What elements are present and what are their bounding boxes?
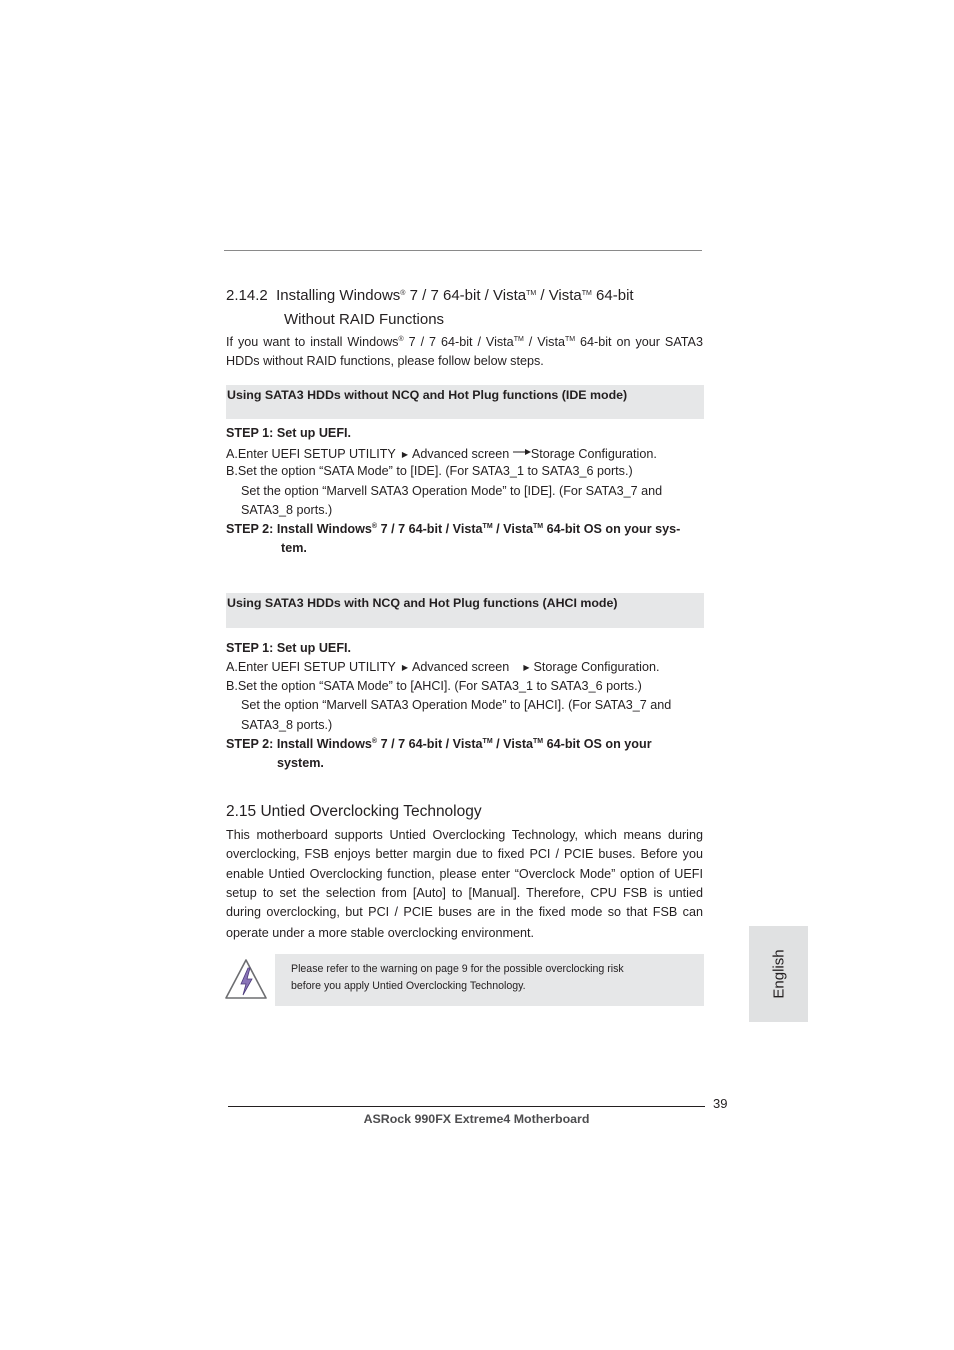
ide-step1-label: STEP 1: Set up UEFI. <box>226 426 352 440</box>
paragraph-line: enable Untied Overclocking function, please enter “Overclock Mode” option of UEFI <box>226 867 703 881</box>
heading-text: Installing Windows <box>276 287 401 304</box>
intro-text: If you want to install Windows <box>226 335 399 349</box>
step-a-text: Advanced screen <box>411 447 510 461</box>
registered-mark: ® <box>371 523 378 530</box>
ahci-step-a <box>226 660 660 674</box>
heading-text: 7 / 7 64-bit / Vista <box>405 287 527 304</box>
ahci-step1-label: STEP 1: Set up UEFI. <box>226 641 352 655</box>
step-a-text: A.Enter UEFI SETUP UTILITY <box>226 447 396 461</box>
paragraph-line: setup to set the selection from [Auto] to [Manual]. Therefore, CPU FSB is untied <box>226 886 703 900</box>
paragraph-line: overclocking, FSB enjoys better margin due to fixed PCI / PCIE buses. Before you <box>226 847 703 861</box>
ahci-mode-header: Using SATA3 HDDs with NCQ and Hot Plug functions (AHCI mode) <box>226 593 704 628</box>
footer-rule <box>228 1106 705 1107</box>
section-heading-line2: Without RAID Functions <box>284 311 445 328</box>
page-number: 39 <box>713 1096 728 1111</box>
footer-text: ASRock 990FX Extreme4 Motherboard <box>363 1112 590 1126</box>
language-tab-label: English <box>770 949 787 999</box>
section-heading-2-15: 2.15 Untied Overclocking Technology <box>226 803 482 820</box>
note-line-1: Please refer to the warning on page 9 for the possible overclocking risk <box>291 963 624 975</box>
trademark-mark: TM <box>526 290 537 297</box>
section-number: 2.14.2 <box>226 287 268 304</box>
step-a-text: Storage Configuration. <box>530 447 657 461</box>
paragraph-line: operate under a more stable overclocking environment. <box>226 926 535 940</box>
ide-step2-line2: tem. <box>281 541 307 555</box>
registered-mark: ® <box>400 290 406 297</box>
top-rule <box>224 250 702 251</box>
intro-text: / Vista <box>523 335 565 349</box>
step2-text: 64-bit OS on your sys- <box>543 522 681 536</box>
step2-text: / Vista <box>492 737 534 751</box>
ahci-step2-line2: system. <box>277 756 324 770</box>
ide-step2-line1 <box>226 522 680 536</box>
trademark-mark: TM <box>513 336 524 343</box>
paragraph-line: during overclocking, but PCI / PCIE buses are in the fixed mode so that FSB can <box>226 905 703 919</box>
ide-step-a <box>226 445 657 461</box>
step-a-text: Advanced screen <box>411 660 510 674</box>
long-arrow-right-icon <box>513 445 531 459</box>
trademark-mark: TM <box>482 523 493 530</box>
trademark-mark: TM <box>533 523 544 530</box>
intro-text: 7 / 7 64-bit / Vista <box>403 335 514 349</box>
step2-text: 7 / 7 64-bit / Vista <box>377 522 483 536</box>
heading-text: / Vista <box>536 287 582 304</box>
ahci-step2-line1 <box>226 737 652 751</box>
note-line-2: before you apply Untied Overclocking Technology. <box>291 980 526 992</box>
step2-text: STEP 2: Install Windows <box>226 522 372 536</box>
intro-line-2: HDDs without RAID functions, please follow below steps. <box>226 354 544 368</box>
triangle-right-icon: ▶ <box>401 450 408 459</box>
ahci-step-b-line1: B.Set the option “SATA Mode” to [AHCI]. (For SATA3_1 to SATA3_6 ports.) <box>226 679 642 693</box>
section-heading-2-14-2 <box>226 287 634 304</box>
ide-step-b-line3: SATA3_8 ports.) <box>241 503 333 517</box>
registered-mark: ® <box>398 336 404 343</box>
language-tab <box>749 926 808 1022</box>
intro-text: 64-bit on your SATA3 <box>575 335 703 349</box>
triangle-right-icon: ▶ <box>401 663 408 672</box>
warning-triangle-icon <box>225 958 267 1000</box>
step-a-text: Storage Configuration. <box>533 660 660 674</box>
trademark-mark: TM <box>564 336 576 343</box>
step2-text: 7 / 7 64-bit / Vista <box>377 737 483 751</box>
triangle-right-icon: ▶ <box>523 663 530 672</box>
intro-line-1 <box>226 333 703 352</box>
ahci-step-b-line2: Set the option “Marvell SATA3 Operation Mode” to [AHCI]. (For SATA3_7 and <box>241 698 672 712</box>
step2-text: / Vista <box>492 522 534 536</box>
trademark-mark: TM <box>581 290 592 297</box>
registered-mark: ® <box>371 738 378 745</box>
warning-note <box>275 954 704 1006</box>
ide-step-b-line1: B.Set the option “SATA Mode” to [IDE]. (For SATA3_1 to SATA3_6 ports.) <box>226 464 633 478</box>
step-a-text: A.Enter UEFI SETUP UTILITY <box>226 660 396 674</box>
trademark-mark: TM <box>482 738 493 745</box>
step2-text: STEP 2: Install Windows <box>226 737 372 751</box>
paragraph-line: This motherboard supports Untied Overclocking Technology, which means during <box>226 828 703 842</box>
ahci-step-b-line3: SATA3_8 ports.) <box>241 718 333 732</box>
ide-mode-header: Using SATA3 HDDs without NCQ and Hot Plug functions (IDE mode) <box>226 385 704 419</box>
ide-step-b-line2: Set the option “Marvell SATA3 Operation Mode” to [IDE]. (For SATA3_7 and <box>241 484 663 498</box>
trademark-mark: TM <box>533 738 544 745</box>
step2-text: 64-bit OS on your <box>543 737 652 751</box>
heading-text: 64-bit <box>591 287 634 304</box>
